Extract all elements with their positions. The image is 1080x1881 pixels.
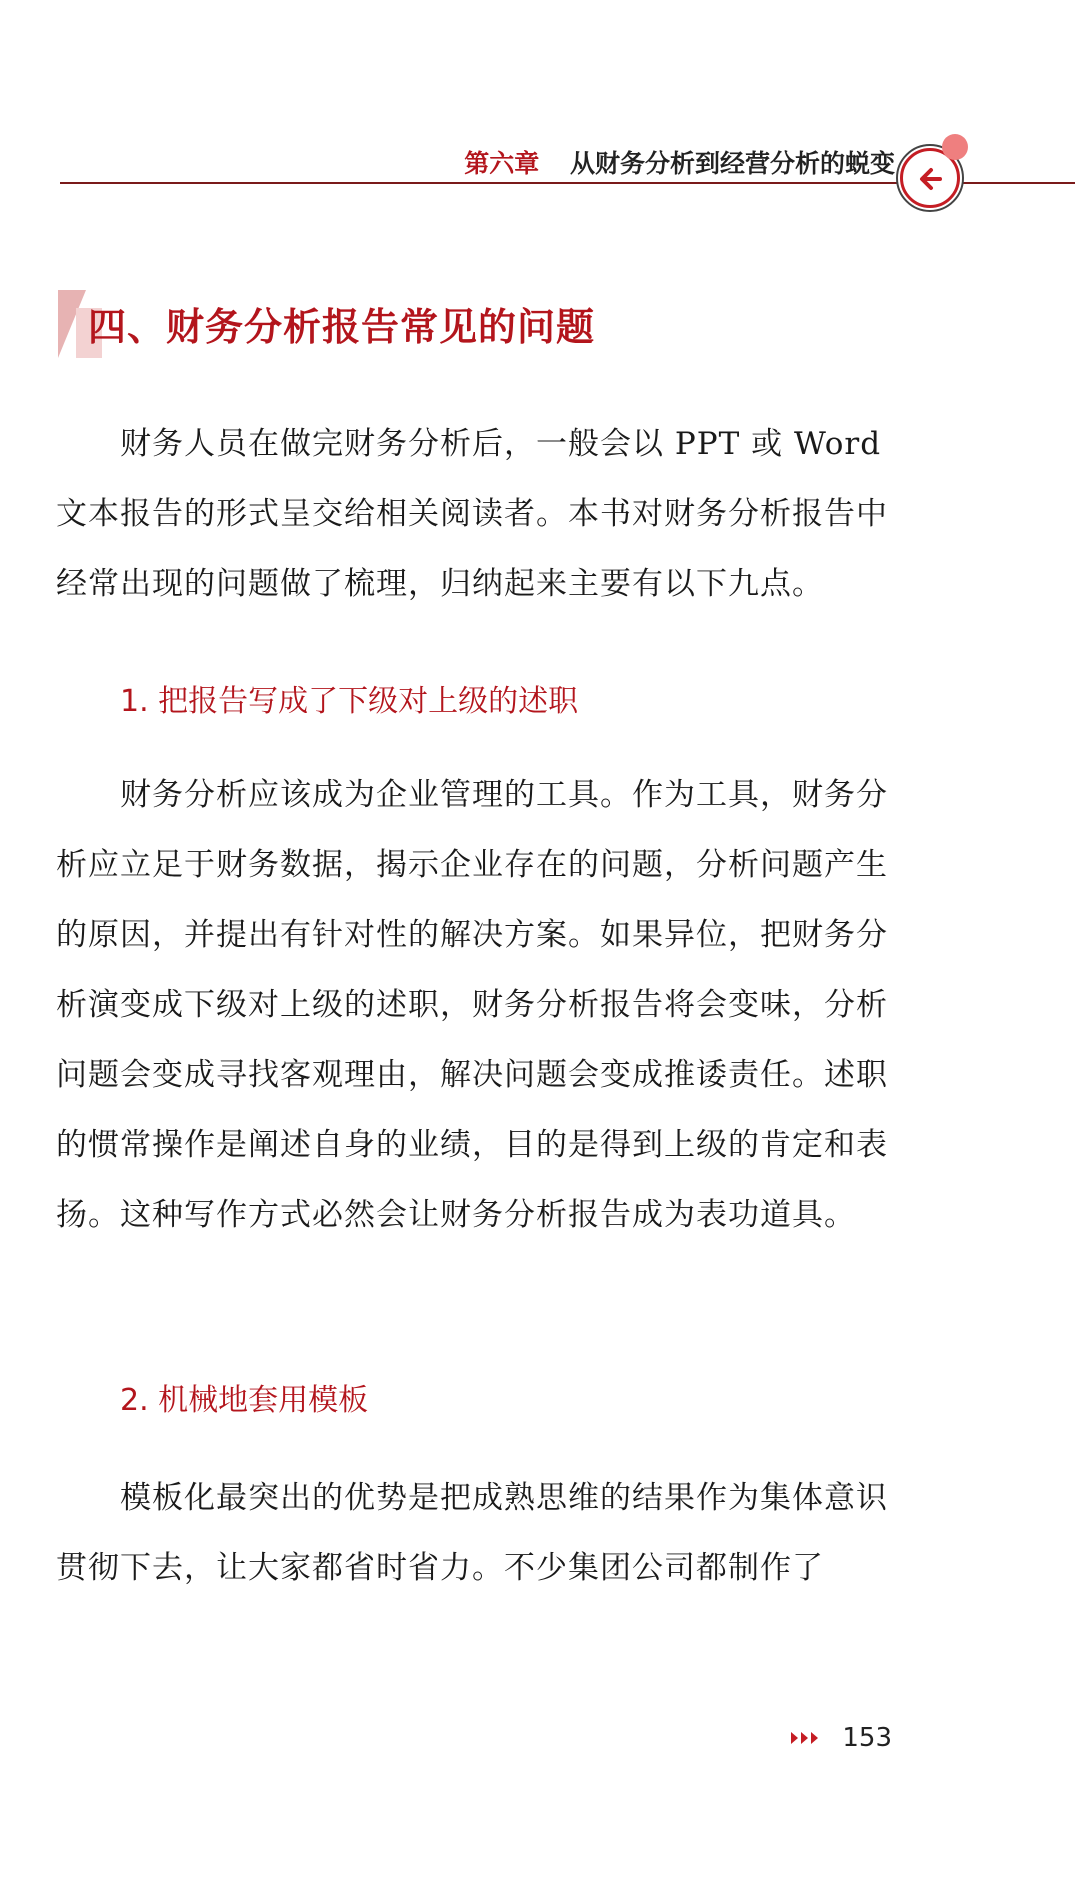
subsection-heading-1: 1. 把报告写成了下级对上级的述职 <box>120 684 579 719</box>
chapter-title: 从财务分析到经营分析的蜕变 <box>569 149 895 178</box>
page-footer <box>790 1720 892 1756</box>
chapter-label: 第六章 <box>464 149 540 178</box>
section-heading <box>58 290 618 358</box>
decorative-dot <box>942 134 968 160</box>
header-text <box>464 144 895 180</box>
arrow-left-icon <box>915 164 945 194</box>
subsection-heading-2: 2. 机械地套用模板 <box>120 1383 369 1418</box>
subsection-paragraph-1: 财务分析应该成为企业管理的工具。作为工具，财务分析应立足于财务数据，揭示企业存在的问题，分析问题产生的原因，并提出有针对性的解决方案。如果异位，把财务分析演变成下级对上级的述职，财务分析报告将会变味，分析问题会变成寻找客观理由，解决问题会变成推诿责任。述职的惯常操作是阐述自身的业绩，目的是得到上级的肯定和表扬。这种写作方式必然会让财务分析报告成为表功道具。 <box>56 777 888 1233</box>
running-header <box>0 138 1080 208</box>
triple-chevron-right-icon <box>790 1730 820 1746</box>
section-title: 四、财务分析报告常见的问题 <box>88 305 596 349</box>
subsection-paragraph-2: 模板化最突出的优势是把成熟思维的结果作为集体意识贯彻下去，让大家都省时省力。不少集团公司都制作了 <box>56 1480 888 1586</box>
intro-paragraph: 财务人员在做完财务分析后，一般会以 PPT 或 Word 文本报告的形式呈交给相关阅读者。本书对财务分析报告中经常出现的问题做了梳理，归纳起来主要有以下九点。 <box>56 426 888 602</box>
page-number: 153 <box>842 1723 892 1753</box>
